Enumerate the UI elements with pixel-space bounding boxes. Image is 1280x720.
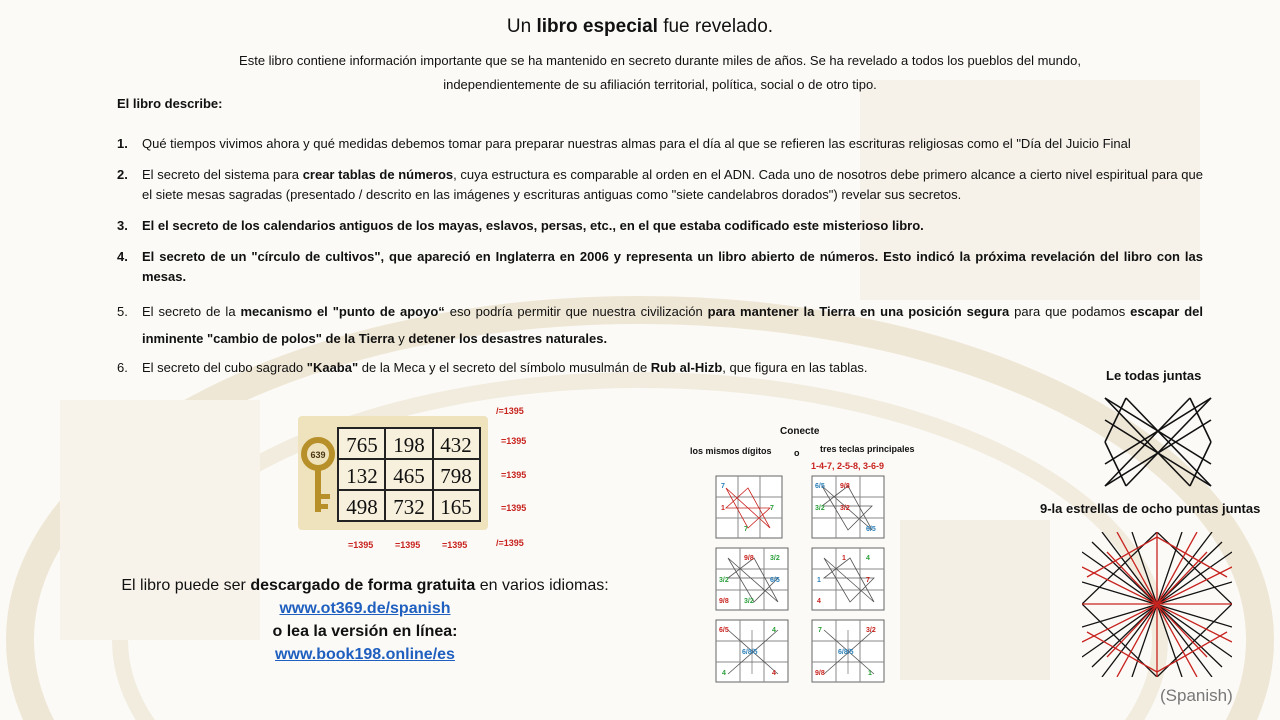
grid-label: 1: [721, 505, 725, 512]
or-label: o: [794, 448, 800, 458]
connect-label: Conecte: [780, 426, 820, 437]
grid-label: 9/8: [744, 555, 754, 562]
list-item: 6. El secreto del cubo sagrado "Kaaba" de la Meca y el secreto del símbolo musulmán de Rub al-Hizb, que figura en las tablas.: [117, 360, 868, 375]
magic-cell: 465: [393, 464, 425, 488]
grid-label: 6/5: [719, 627, 729, 634]
grid-label: 6/5: [770, 577, 780, 584]
row-sum: =1395: [501, 470, 527, 480]
secrets-list: [117, 134, 1203, 389]
grid-label: 4: [772, 670, 776, 677]
intro-heading: El libro describe:: [117, 96, 223, 111]
language-tag: (Spanish): [1160, 686, 1233, 705]
magic-cell: 765: [346, 433, 378, 457]
grid-label: 9/8: [719, 598, 729, 605]
same-digits-label: los mismos dígitos: [690, 446, 772, 456]
grid-label: 4: [772, 627, 776, 634]
grid-label: 1: [817, 577, 821, 584]
diag-sum-bottom: /=1395: [496, 538, 524, 548]
download-link[interactable]: www.ot369.de/spanish: [279, 600, 451, 617]
list-item: 5. El secreto de la mecanismo el "punto de apoyo“ eso podría permitir que nuestra civilización para mantener la Tierra en una posición segura para que podamos escapar del inminente "cambio de polos" de la Tierra y detener los desastres naturales.: [117, 304, 1204, 346]
grid-label: 6/5: [815, 483, 825, 490]
grid-label: 6/8/5: [742, 649, 758, 656]
col-sum: =1395: [442, 540, 468, 550]
col-sum: =1395: [348, 540, 374, 550]
grid-label: 7: [744, 526, 748, 533]
grid-1: [716, 476, 782, 538]
grid-label: 3/2: [815, 505, 825, 512]
grid-label: 1: [868, 670, 872, 677]
list-item: 2. El secreto del sistema para crear tablas de números, cuya estructura es comparable al orden en el ADN. Cada uno de nosotros debe primero alcance a cierto nivel espiritual para que el siete mesas sagradas (presentado / descrito en las imágenes y escrituras antiguas como "siete candelabros dorados") revelar sus secretos.: [117, 167, 1203, 202]
grid-label: 3/2: [719, 577, 729, 584]
key-groups-label: 1-4-7, 2-5-8, 3-6-9: [811, 461, 885, 471]
grid-label: 7: [818, 627, 822, 634]
grid-label: 3/2: [744, 598, 754, 605]
grid-3: [716, 548, 788, 610]
grid-label: 9/8: [815, 670, 825, 677]
list-item: 3. El el secreto de los calendarios antiguos de los mayas, eslavos, persas, etc., en el que estaba codificado este misterioso libro.: [117, 218, 924, 233]
grid-label: 3/2: [770, 555, 780, 562]
magic-square-image: [298, 416, 488, 530]
magic-cell: 165: [440, 495, 472, 519]
col-sum: =1395: [395, 540, 421, 550]
download-text: El libro puede ser descargado de forma gratuita en varios idiomas:: [121, 577, 609, 594]
online-text: o lea la versión en línea:: [272, 623, 458, 640]
row-sum: =1395: [501, 436, 527, 446]
page-title: Un libro especial fue revelado.: [506, 16, 774, 37]
magic-cell: 432: [440, 433, 472, 457]
connection-grids: [714, 474, 888, 684]
magic-cell: 198: [393, 433, 425, 457]
grid-label: 4: [722, 670, 726, 677]
grid-label: 7: [866, 577, 870, 584]
three-keys-label: tres teclas principales: [820, 444, 915, 454]
grid-label: 1: [842, 555, 846, 562]
diag-sum-top: /=1395: [496, 406, 524, 416]
grid-6: [812, 620, 884, 682]
grid-label: 3/2: [866, 627, 876, 634]
magic-cell: 732: [393, 495, 425, 519]
magic-cell: 132: [346, 464, 378, 488]
page-subtitle: Este libro contiene información importante que se ha mantenido en secreto durante miles de años. Se ha revelado a todos los pueblos del mundo, independientemente de su afiliación territorial, política, social o de otro tipo.: [239, 53, 1081, 92]
grid-label: 3/2: [840, 505, 850, 512]
grid-label: 4: [866, 555, 870, 562]
grid-label: 4: [817, 598, 821, 605]
grid-5: [716, 620, 788, 682]
grid-2: [812, 476, 884, 538]
together-label: Le todas juntas: [1106, 368, 1202, 383]
grid-label: 6/8/5: [838, 649, 854, 656]
list-item: 4. El secreto de un "círculo de cultivos", que apareció en Inglaterra en 2006 y representa un libro abierto de números. Esto indicó la próxima revelación del libro con las mesas.: [117, 249, 1203, 284]
download-info: [100, 574, 630, 666]
magic-cell: 498: [346, 495, 378, 519]
eight-pointed-star-icon: [1100, 392, 1216, 492]
list-item: 1. Qué tiempos vivimos ahora y qué medidas debemos tomar para preparar nuestras almas para el día al que se refieren las escrituras religiosas como el "Día del Juicio Final: [117, 136, 1131, 151]
magic-cell: 798: [440, 464, 472, 488]
nine-stars-pattern: [1082, 532, 1232, 677]
stars-label: 9-la estrellas de ocho puntas juntas: [1040, 501, 1261, 516]
grid-4: [812, 548, 884, 610]
grid-label: 7: [770, 505, 774, 512]
grid-label: 7: [721, 483, 725, 490]
online-link[interactable]: www.book198.online/es: [275, 646, 455, 663]
grid-label: 6/5: [866, 526, 876, 533]
key-number: 639: [310, 450, 326, 460]
grid-label: 9/8: [840, 483, 850, 490]
row-sum: =1395: [501, 503, 527, 513]
